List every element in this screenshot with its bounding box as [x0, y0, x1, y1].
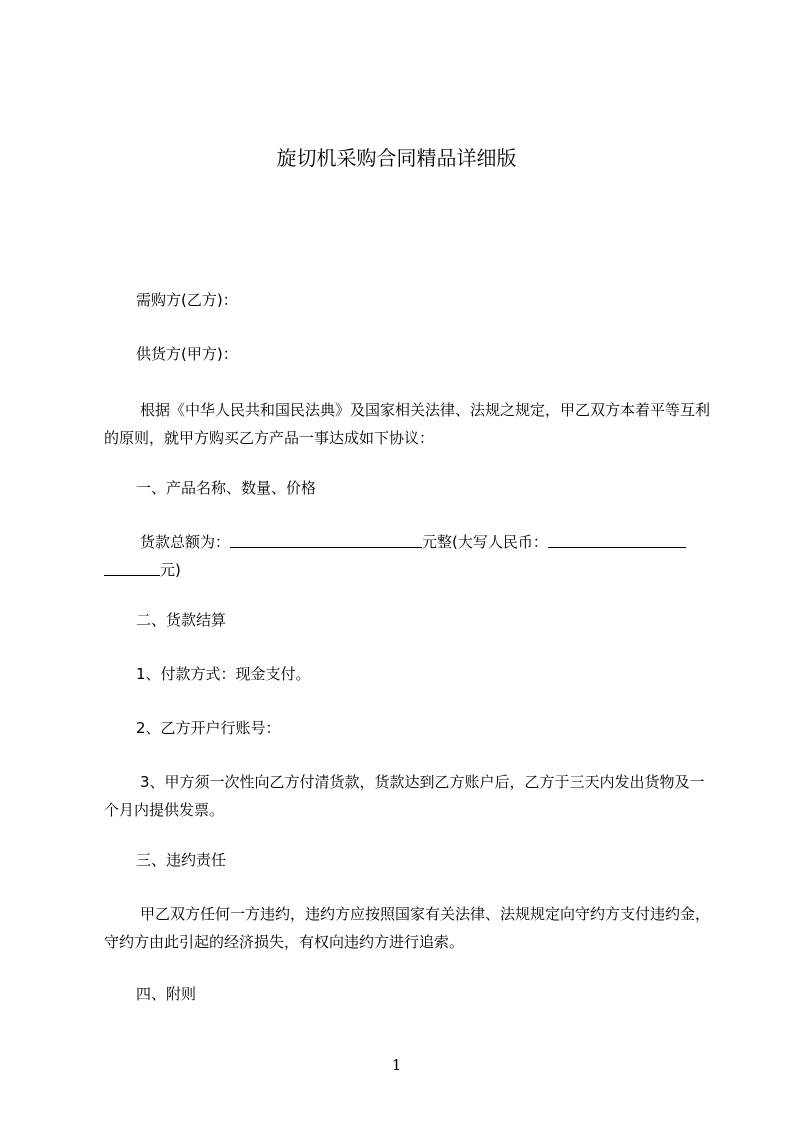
amount-blank: [230, 531, 422, 548]
payment-total-mid: 元整(大写人民币：: [422, 533, 548, 551]
section-3-heading: 三、违约责任: [136, 851, 227, 869]
preamble-paragraph: 根据《中华人民共和国民法典》及国家相关法律、法规之规定，甲乙双方本着平等互利的原则，就甲方购买乙方产品一事达成如下协议：: [104, 401, 711, 447]
section-1-heading: 一、产品名称、数量、价格: [136, 479, 317, 497]
payment-terms-item: 3、甲方须一次性向乙方付清货款，货款达到乙方账户后，乙方于三天内发出货物及一个月内提供发票。: [104, 773, 705, 819]
payment-total-label: 货款总额为：: [140, 533, 231, 551]
payment-method-item: 1、付款方式：现金支付。: [136, 665, 311, 683]
payment-total-paragraph: [104, 528, 714, 584]
buyer-label: 需购方(乙方)：: [136, 291, 238, 309]
document-title: 旋切机采购合同精品详细版: [276, 146, 517, 170]
bank-account-item: 2、乙方开户行账号：: [136, 719, 281, 737]
amount-words-blank-cont: [104, 559, 160, 576]
section-4-heading: 四、附则: [136, 985, 197, 1003]
supplier-label: 供货方(甲方)：: [136, 345, 238, 363]
page-number: 1: [391, 1056, 402, 1074]
amount-words-blank: [548, 531, 686, 548]
breach-paragraph: 甲乙双方任何一方违约，违约方应按照国家有关法律、法规规定向守约方支付违约金，守约方由此引起的经济损失，有权向违约方进行追索。: [104, 905, 711, 951]
payment-total-end: 元): [160, 561, 181, 579]
section-2-heading: 二、货款结算: [136, 611, 227, 629]
